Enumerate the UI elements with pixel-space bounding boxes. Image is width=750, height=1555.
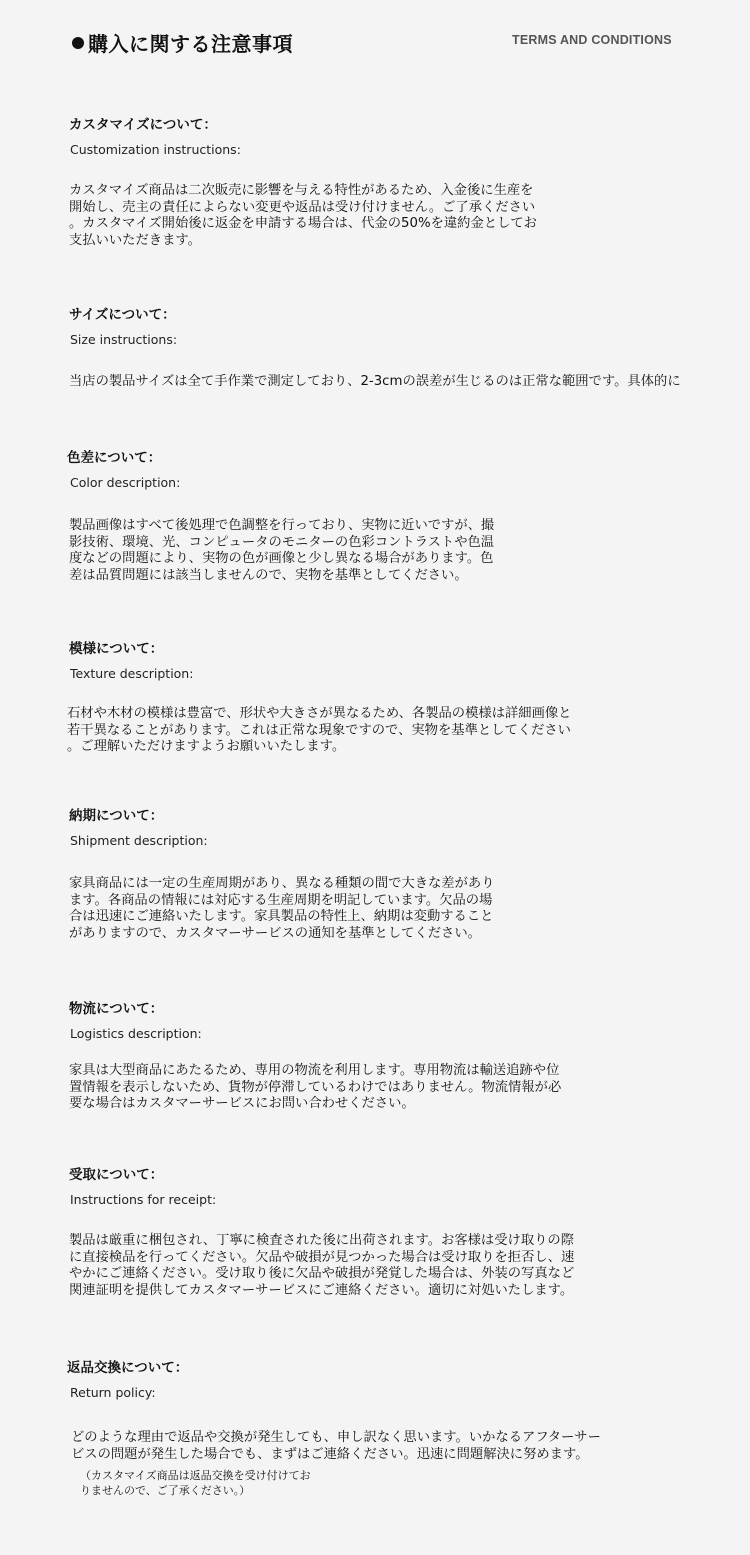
body-line: 若干異なることがあります。これは正常な現象ですので、実物を基準としてください bbox=[67, 722, 571, 738]
terms-and-conditions-label: TERMS AND CONDITIONS bbox=[512, 33, 672, 47]
body-line: カスタマイズ商品は二次販売に影響を与える特性があるため、入金後に生産を bbox=[69, 183, 534, 198]
section-subheading: Return policy: bbox=[70, 1385, 156, 1400]
section-heading: 受取について： bbox=[69, 1167, 164, 1183]
section-subheading: Texture description: bbox=[70, 666, 194, 681]
body-line: 度などの問題により、実物の色が画像と少し異なる場合があります。色 bbox=[69, 551, 494, 566]
body-line: がありますので、カスタマーサービスの通知を基準としてください。 bbox=[69, 925, 481, 941]
section-body bbox=[69, 518, 494, 584]
section-heading: 色差について： bbox=[67, 450, 162, 466]
section-subheading: Instructions for receipt: bbox=[70, 1192, 217, 1207]
note-line: （カスタマイズ商品は返品交換を受け付けてお bbox=[80, 1469, 311, 1482]
body-line: 要な場合はカスタマーサービスにお問い合わせください。 bbox=[69, 1096, 415, 1111]
section-body bbox=[69, 374, 681, 391]
section-body bbox=[69, 1233, 574, 1299]
section-heading: カスタマイズについて： bbox=[69, 117, 217, 133]
body-line: 家具は大型商品にあたるため、専用の物流を利用します。専用物流は輸送追跡や位 bbox=[69, 1063, 560, 1078]
section-heading: 物流について： bbox=[69, 1001, 164, 1017]
body-line: 製品は厳重に梱包され、丁寧に検査された後に出荷されます。お客様は受け取りの際 bbox=[69, 1233, 575, 1248]
body-line: 製品画像はすべて後処理で色調整を行っており、実物に近いですが、撮 bbox=[69, 518, 495, 533]
body-line: どのような理由で返品や交換が発生しても、申し訳なく思います。いかなるアフターサー bbox=[71, 1430, 601, 1445]
body-line: 家具商品には一定の生産周期があり、異なる種類の間で大きな差があり bbox=[69, 876, 495, 891]
bullet-icon bbox=[72, 37, 84, 49]
return-policy-note bbox=[80, 1468, 311, 1498]
section-body bbox=[67, 706, 571, 756]
section-subheading: Size instructions: bbox=[70, 332, 178, 347]
body-line: 置情報を表示しないため、貨物が停滞しているわけではありません。物流情報が必 bbox=[69, 1079, 562, 1095]
section-body bbox=[71, 1430, 601, 1463]
note-line: りませんので、ご了承ください。） bbox=[80, 1484, 251, 1497]
section-subheading: Logistics description: bbox=[70, 1026, 202, 1041]
section-subheading: Customization instructions: bbox=[70, 142, 241, 157]
body-line: 合は迅速にご連絡いたします。家具製品の特性上、納期は変動すること bbox=[69, 909, 494, 924]
section-body bbox=[69, 876, 495, 942]
page-title-text: 購入に関する注意事項 bbox=[88, 32, 293, 56]
body-line: 影技術、環境、光、コンピュータのモニターの色彩コントラストや色温 bbox=[69, 534, 495, 550]
section-heading: 納期について： bbox=[69, 808, 164, 824]
body-line: 石材や木材の模様は豊富で、形状や大きさが異なるため、各製品の模様は詳細画像と bbox=[67, 706, 572, 721]
body-line: 差は品質問題には該当しませんので、実物を基準としてください。 bbox=[69, 567, 468, 583]
body-line: 関連証明を提供してカスタマーサービスにご連絡ください。適切に対処いたします。 bbox=[69, 1282, 574, 1298]
body-line: 当店の製品サイズは全て手作業で測定しており、2-3cmの誤差が生じるのは正常な範囲です。具体的に bbox=[69, 374, 681, 389]
body-line: 。カスタマイズ開始後に返金を申請する場合は、代金の50%を違約金としてお bbox=[69, 216, 537, 231]
body-line: に直接検品を行ってください。欠品や破損が見つかった場合は受け取りを拒否し、速 bbox=[69, 1249, 575, 1265]
section-heading: 模様について： bbox=[69, 641, 164, 657]
body-line: ビスの問題が発生した場合でも、まずはご連絡ください。迅速に問題解決に努めます。 bbox=[71, 1446, 589, 1462]
body-line: やかにご連絡ください。受け取り後に欠品や破損が発覚した場合は、外装の写真など bbox=[69, 1266, 575, 1281]
body-line: 支払いいただきます。 bbox=[69, 232, 201, 248]
body-line: 開始し、売主の責任によらない変更や返品は受け付けません。ご了承ください bbox=[69, 199, 536, 215]
section-body bbox=[69, 183, 537, 249]
section-body bbox=[69, 1063, 561, 1113]
body-line: 。ご理解いただけますようお願いいたします。 bbox=[67, 739, 346, 754]
body-line: ます。各商品の情報には対応する生産周期を明記しています。欠品の場 bbox=[69, 892, 493, 908]
section-heading: 返品交換について： bbox=[67, 1360, 189, 1376]
section-subheading: Shipment description: bbox=[70, 833, 208, 848]
section-heading: サイズについて： bbox=[69, 307, 176, 323]
page-title bbox=[72, 28, 293, 57]
section-subheading: Color description: bbox=[70, 475, 181, 490]
